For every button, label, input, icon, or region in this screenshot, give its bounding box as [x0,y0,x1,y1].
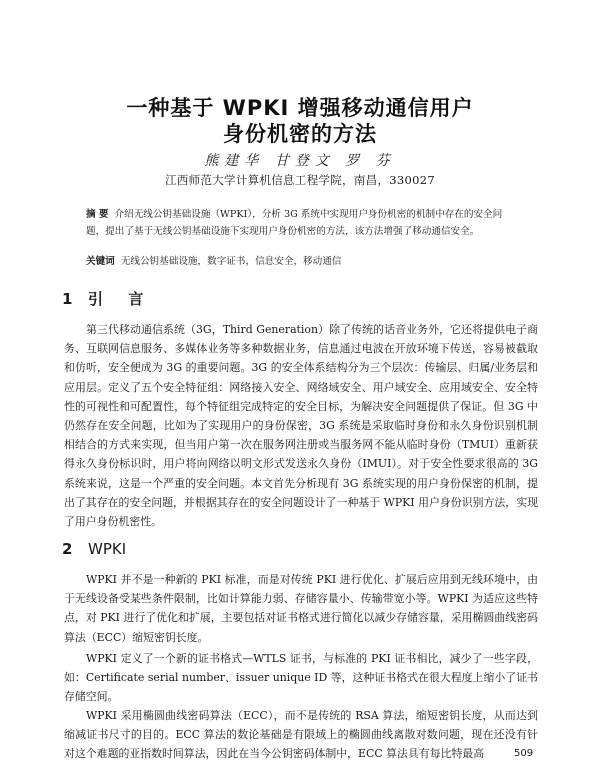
section-heading-introduction [62,288,153,309]
abstract [86,206,520,240]
paper-title-line-2: 身份机密的方法 [223,122,377,146]
page-number: 509 [514,748,534,759]
paper-title-line-1: 一种基于 WPKI 增强移动通信用户 [126,96,474,120]
paragraph-wpki-1: WPKI 并不是一种新的 PKI 标准，而是对传统 PKI 进行优化、扩展后应用到无线环境中，由于无线设备受某些条件限制，比如计算能力弱、存储容量小、传输带宽小等。WPKI 为适应这些特点，对 PKI 进行了优化和扩展，主要包括对证书格式进行简化以减少存储容量，采用椭圆曲线密码算法（ECC）缩短密钥长度。 [64,573,538,644]
author-affiliation: 江西师范大学计算机信息工程学院，南昌，330027 [165,173,435,187]
section-title: 引 言 [88,290,154,308]
paragraph-introduction-1: 第三代移动通信系统（3G，Third Generation）除了传统的话音业务外，它还将提供电子商务、互联网信息服务、多媒体业务等多种数据业务，信息通过电波在开放环境下传送，容易被截取和仿听，安全便成为 3G 的重要问题。3G 的安全体系结构分为三个层次：传输层、归属/业务层和应用层。定义了五个安全特征组：网络接入安全、网络域安全、用户域安全、应用域安全、安全特性的可视性和可配置性，每个特征组完成特定的安全目标，为解决安全问题提供了保证。但 3G 中仍然存在安全问题，比如为了实现用户的身份保密，3G 系统是采取临时身份和永久身份识别机制相结合的方式来实现，但当用户第一次在服务网注册或当服务网不能从临时身份（TMUI）重新获得永久身份标识时，用户将向网络以明文形式发送永久身份（IMUI）。对于安全性要求很高的 3G 系统来说，这是一个严重的安全问题。本文首先分析现有 3G 系统实现的用户身份保密的机制，提出了其存在的安全问题，并根据其存在的安全问题设计了一种基于 WPKI 用户身份识别方法，实现了用户身份机密性。 [64,323,538,529]
paragraph-wpki-3: WPKI 采用椭圆曲线密码算法（ECC），而不是传统的 RSA 算法，缩短密钥长度，从而达到缩减证书尺寸的目的。ECC 算法的数论基础是有限域上的椭圆曲线离散对数问题，现在还没有针对这个难题的亚指数时间算法，因此在当今公钥密码体制中，ECC 算法具有每比特最高 [64,709,538,761]
paragraph-wpki-2: WPKI 定义了一个新的证书格式—WTLS 证书，与标准的 PKI 证书相比，减少了一些字段，如：Certificate serial number、issuer unique ID 等，这种证书格式在很大程度上缩小了证书存储空间。 [64,652,538,704]
keywords-text: 无线公钥基础设施，数字证书，信息安全，移动通信 [120,256,342,267]
abstract-label: 摘 要 [86,209,109,220]
abstract-text: 介绍无线公钥基础设施（WPKI），分析 3G 系统中实现用户身份机密的机制中存在的安全问题，提出了基于无线公钥基础设施下实现用户身份机密的方法，该方法增强了移动通信安全。 [86,209,503,237]
keywords [86,254,520,270]
keywords-label: 关键词 [86,256,115,267]
section-number: 1 [62,290,73,308]
section-number: 2 [62,540,73,558]
section-heading-wpki [62,540,126,558]
author-list: 熊建华 甘登文 罗 芬 [204,153,396,169]
section-title: WPKI [88,540,127,558]
